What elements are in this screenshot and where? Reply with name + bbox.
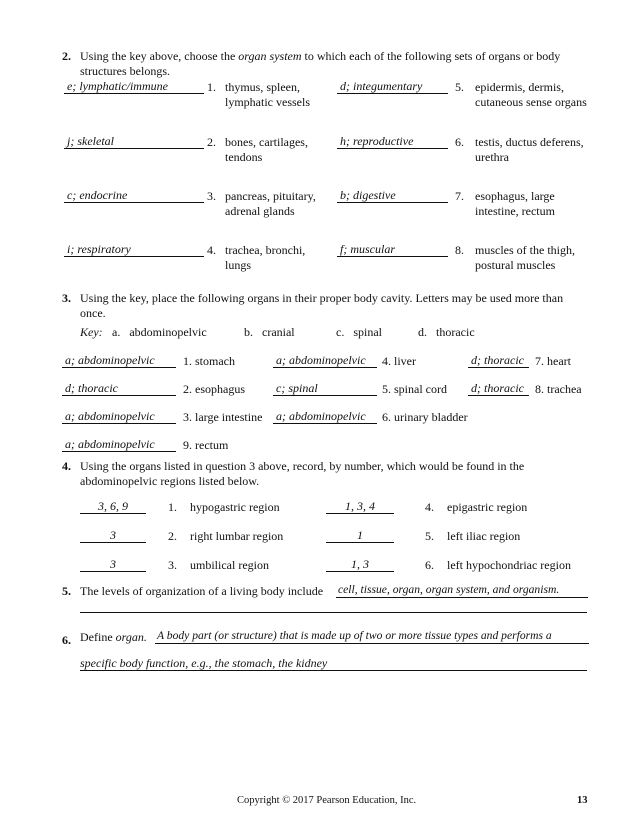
q2-item-text-8b: postural muscles <box>475 258 556 272</box>
q2-item-num-3: 3. <box>207 189 216 203</box>
q4-region-4: epigastric region <box>447 500 528 514</box>
q6-prompt-em: organ. <box>115 630 147 644</box>
q2-item-text-7b: intestine, rectum <box>475 204 555 218</box>
q2-item-text-1b: lymphatic vessels <box>225 95 310 109</box>
q3-answer-4[interactable]: a; abdominopelvic <box>273 353 377 368</box>
q2-prompt <box>80 49 560 64</box>
q5-number: 5. <box>62 584 71 598</box>
q2-answer-2[interactable]: j; skeletal <box>64 134 204 149</box>
q3-key-name: abdominopelvic <box>129 325 207 339</box>
q2-item-text-4: trachea, bronchi, <box>225 243 306 257</box>
q3-answer-2[interactable]: d; thoracic <box>62 381 176 396</box>
q6-answer-line2[interactable]: specific body function, e.g., the stomach, the kidney <box>80 656 587 671</box>
q3-key-letter: d. <box>418 325 427 339</box>
q2-item-text-6b: urethra <box>475 150 509 164</box>
q3-key-d <box>418 325 475 340</box>
q4-item-num-1: 1. <box>168 500 177 514</box>
q2-answer-1[interactable]: e; lymphatic/immune <box>64 79 204 94</box>
q2-prompt-post: to which each of the following sets of organs or body <box>304 49 561 63</box>
q4-prompt-line2: abdominopelvic regions listed below. <box>80 474 260 488</box>
q4-region-2: right lumbar region <box>190 529 284 543</box>
q2-item-num-2: 2. <box>207 135 216 149</box>
q2-item-text-6: testis, ductus deferens, <box>475 135 584 149</box>
q3-key-name: thoracic <box>436 325 475 339</box>
q3-answer-8[interactable]: d; thoracic <box>468 381 529 396</box>
q2-prompt-line2: structures belongs. <box>80 64 170 78</box>
q6-answer-line1[interactable]: A body part (or structure) that is made up of two or more tissue types and performs a <box>155 629 589 644</box>
q2-item-text-7: esophagus, large <box>475 189 555 203</box>
q4-answer-5[interactable]: 1 <box>326 528 394 543</box>
q4-region-3: umbilical region <box>190 558 269 572</box>
q4-answer-4[interactable]: 1, 3, 4 <box>326 499 394 514</box>
q4-prompt: Using the organs listed in question 3 above, record, by number, which would be found in the <box>80 459 525 473</box>
q3-prompt-line2: once. <box>80 306 106 320</box>
q3-answer-1[interactable]: a; abdominopelvic <box>62 353 176 368</box>
q4-region-5: left iliac region <box>447 529 521 543</box>
q3-answer-6[interactable]: a; abdominopelvic <box>273 409 377 424</box>
q4-item-num-6: 6. <box>425 558 434 572</box>
q2-item-num-8: 8. <box>455 243 464 257</box>
q3-key-name: spinal <box>353 325 382 339</box>
q3-item-9: 9. rectum <box>183 438 229 452</box>
q3-item-6: 6. urinary bladder <box>382 410 468 424</box>
q2-item-text-3: pancreas, pituitary, <box>225 189 316 203</box>
q2-prompt-pre: Using the key above, choose the <box>80 49 236 63</box>
q4-region-1: hypogastric region <box>190 500 280 514</box>
q3-key-letter: b. <box>244 325 253 339</box>
q3-item-3: 3. large intestine <box>183 410 263 424</box>
q3-key-name: cranial <box>262 325 295 339</box>
q2-item-text-4b: lungs <box>225 258 252 272</box>
q4-item-num-2: 2. <box>168 529 177 543</box>
q2-item-text-2b: tendons <box>225 150 263 164</box>
q2-item-text-1: thymus, spleen, <box>225 80 300 94</box>
q6-number: 6. <box>62 633 71 647</box>
q6-prompt-pre: Define <box>80 630 113 644</box>
q2-answer-4[interactable]: i; respiratory <box>64 242 204 257</box>
q2-answer-5[interactable]: d; integumentary <box>337 79 448 94</box>
q2-item-text-8: muscles of the thigh, <box>475 243 575 257</box>
q3-answer-5[interactable]: c; spinal <box>273 381 377 396</box>
q3-item-7: 7. heart <box>535 354 571 368</box>
q4-item-num-3: 3. <box>168 558 177 572</box>
q2-answer-6[interactable]: h; reproductive <box>337 134 448 149</box>
q3-number: 3. <box>62 291 71 305</box>
q2-number: 2. <box>62 49 71 63</box>
q4-item-num-4: 4. <box>425 500 434 514</box>
q3-prompt: Using the key, place the following organs in their proper body cavity. Letters may be used more than <box>80 291 564 305</box>
q2-item-num-7: 7. <box>455 189 464 203</box>
q4-answer-1[interactable]: 3, 6, 9 <box>80 499 146 514</box>
q2-item-num-6: 6. <box>455 135 464 149</box>
q3-item-4: 4. liver <box>382 354 416 368</box>
q2-item-num-4: 4. <box>207 243 216 257</box>
q2-answer-7[interactable]: b; digestive <box>337 188 448 203</box>
q4-region-6: left hypochondriac region <box>447 558 571 572</box>
q3-item-1: 1. stomach <box>183 354 235 368</box>
q2-item-text-2: bones, cartilages, <box>225 135 308 149</box>
q3-key-b <box>244 325 295 340</box>
q2-item-num-5: 5. <box>455 80 464 94</box>
page-number: 13 <box>577 795 588 806</box>
q3-item-2: 2. esophagus <box>183 382 245 396</box>
q3-key-c <box>336 325 382 340</box>
q5-answer[interactable]: cell, tissue, organ, organ system, and organism. <box>336 583 588 598</box>
q3-key-a <box>112 325 207 340</box>
q4-number: 4. <box>62 459 71 473</box>
q2-item-text-5: epidermis, dermis, <box>475 80 564 94</box>
q3-item-5: 5. spinal cord <box>382 382 447 396</box>
q3-key-letter: a. <box>112 325 121 339</box>
footer-copyright: Copyright © 2017 Pearson Education, Inc. <box>237 795 417 806</box>
q2-answer-8[interactable]: f; muscular <box>337 242 448 257</box>
q2-item-text-3b: adrenal glands <box>225 204 295 218</box>
q3-answer-7[interactable]: d; thoracic <box>468 353 529 368</box>
q4-answer-3[interactable]: 3 <box>80 557 146 572</box>
q2-item-num-1: 1. <box>207 80 216 94</box>
q2-item-text-5b: cutaneous sense organs <box>475 95 587 109</box>
q5-prompt: The levels of organization of a living body include <box>80 584 324 598</box>
q4-answer-2[interactable]: 3 <box>80 528 146 543</box>
q2-answer-3[interactable]: c; endocrine <box>64 188 204 203</box>
q6-prompt <box>80 630 147 645</box>
q3-key-letter: c. <box>336 325 345 339</box>
q4-answer-6[interactable]: 1, 3 <box>326 557 394 572</box>
q3-answer-3[interactable]: a; abdominopelvic <box>62 409 176 424</box>
q3-key-label: Key: <box>80 325 103 339</box>
q3-answer-9[interactable]: a; abdominopelvic <box>62 437 176 452</box>
q2-prompt-em: organ system <box>238 49 302 63</box>
q5-answer-line <box>80 612 587 613</box>
q3-item-8: 8. trachea <box>535 382 582 396</box>
q4-item-num-5: 5. <box>425 529 434 543</box>
